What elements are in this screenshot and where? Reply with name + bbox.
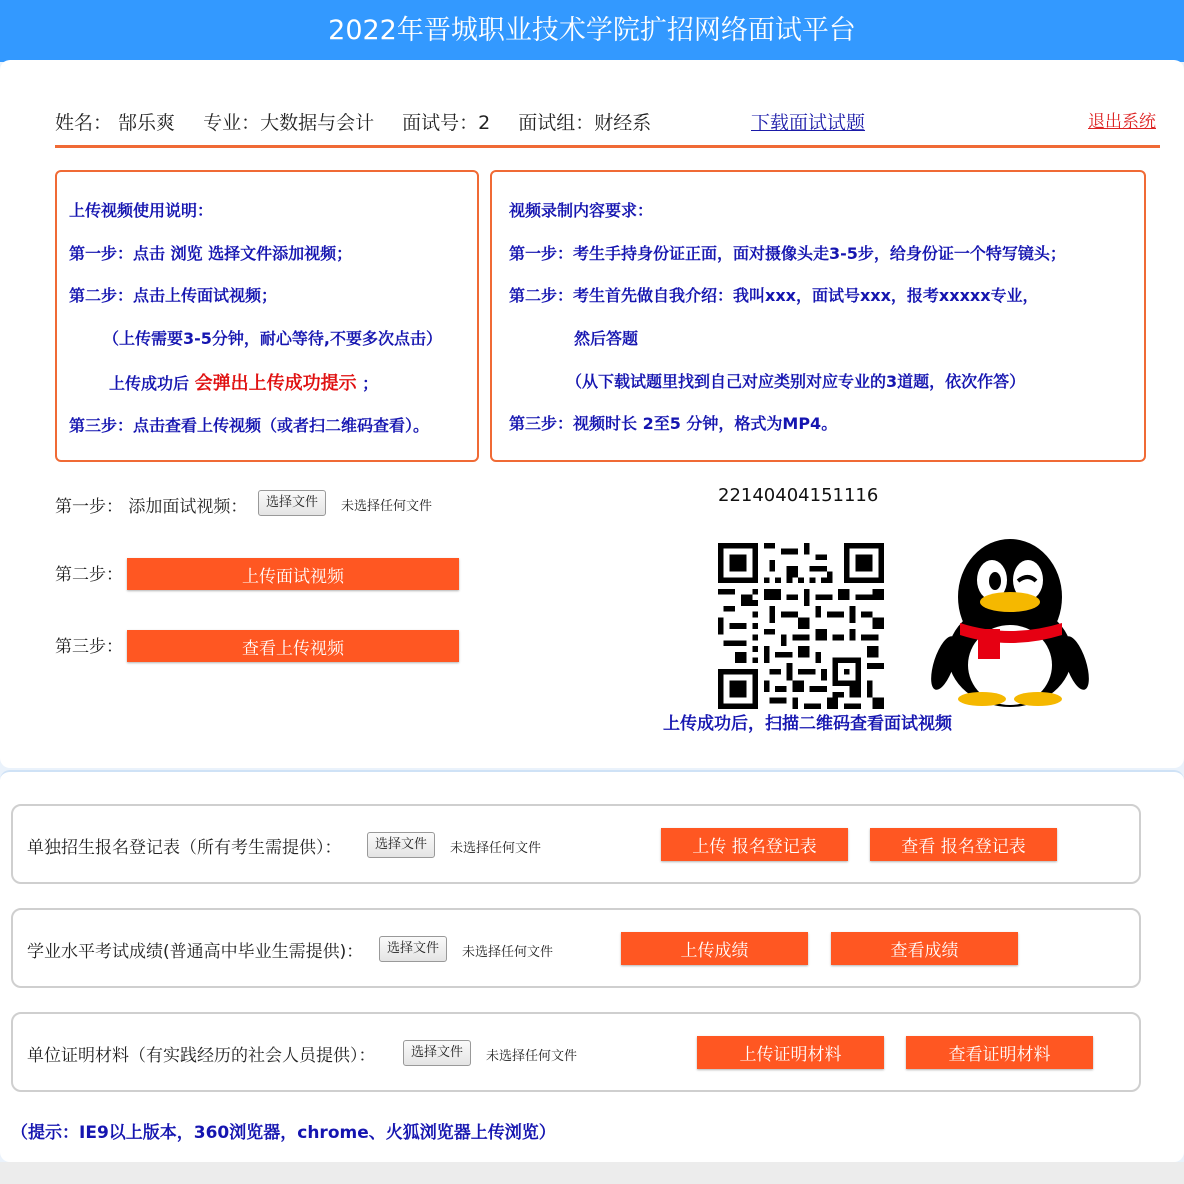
view-certificate-button[interactable]: 查看证明材料 [906, 1036, 1093, 1069]
candidate-name: 姓名： 郜乐爽 [55, 112, 176, 134]
video-file-button[interactable]: 选择文件 [258, 490, 326, 516]
browser-tip: （提示：IE9以上版本，360浏览器，chrome、火狐浏览器上传浏览） [11, 1123, 556, 1143]
recording-requirements-title: 视频录制内容要求： [509, 201, 654, 220]
certificate-file-status: 未选择任何文件 [486, 1049, 578, 1064]
qr-code-image[interactable] [718, 543, 884, 709]
recording-requirements-step2-cont: 然后答题 [574, 329, 639, 348]
divider [55, 145, 1160, 148]
view-video-button[interactable]: 查看上传视频 [127, 630, 459, 662]
certificate-file-button[interactable]: 选择文件 [403, 1040, 471, 1066]
registration-file-button[interactable]: 选择文件 [367, 832, 435, 858]
page-header: 2022年晋城职业技术学院扩招网络面试平台 [0, 0, 1184, 62]
upload-video-button[interactable]: 上传面试视频 [127, 558, 459, 590]
upload-scores-button[interactable]: 上传成绩 [621, 932, 808, 965]
recording-requirements-step2: 第二步：考生首先做自我介绍：我叫xxx，面试号xxx，报考xxxxx专业， [509, 286, 1039, 305]
recording-requirements-note: （从下载试题里找到自己对应类别对应专业的3道题，依次作答） [566, 372, 1026, 391]
view-scores-button[interactable]: 查看成绩 [831, 932, 1018, 965]
step3-label: 第三步： [55, 637, 123, 657]
candidate-info [55, 108, 673, 135]
candidate-group: 面试组：财经系 [518, 112, 652, 134]
upload-instructions-note: （上传需要3-5分钟，耐心等待,不要多次点击） [103, 329, 442, 348]
document-label: 单位证明材料（有实践经历的社会人员提供）： [27, 1046, 376, 1066]
upload-instructions-step1: 第一步：点击 浏览 选择文件添加视频； [69, 244, 353, 263]
candidate-interview-no: 面试号：2 [402, 112, 491, 134]
step1-label: 第一步： 添加面试视频： [55, 497, 248, 517]
view-registration-button[interactable]: 查看 报名登记表 [870, 828, 1057, 861]
logout-link[interactable]: 退出系统 [1088, 112, 1156, 132]
upload-instructions-step3: 第三步：点击查看上传视频（或者扫二维码查看）。 [69, 416, 430, 435]
download-questions-link[interactable]: 下载面试试题 [751, 112, 866, 134]
qq-penguin-icon [930, 535, 1090, 710]
recording-requirements-step1: 第一步：考生手持身份证正面，面对摄像头走3-5步，给身份证一个特写镜头； [509, 244, 1066, 263]
upload-instructions-title: 上传视频使用说明： [69, 201, 214, 220]
qr-caption: 上传成功后，扫描二维码查看面试视频 [663, 714, 952, 734]
upload-success-line [109, 369, 378, 395]
upload-registration-button[interactable]: 上传 报名登记表 [661, 828, 848, 861]
registration-file-status: 未选择任何文件 [450, 841, 542, 856]
document-label: 学业水平考试成绩(普通高中毕业生需提供)： [27, 942, 364, 962]
upload-instructions-step2: 第二步：点击上传面试视频； [69, 286, 278, 305]
document-label: 单独招生报名登记表（所有考生需提供）： [27, 838, 342, 858]
bottom-bar [0, 1162, 1184, 1184]
recording-requirements-step3: 第三步：视频时长 2至5 分钟，格式为MP4。 [509, 414, 838, 433]
scores-file-status: 未选择任何文件 [462, 945, 554, 960]
upload-success-suffix: ； [362, 374, 379, 393]
candidate-major: 专业：大数据与会计 [203, 112, 375, 134]
upload-certificate-button[interactable]: 上传证明材料 [697, 1036, 884, 1069]
video-file-status: 未选择任何文件 [341, 499, 433, 514]
step2-label: 第二步： [55, 565, 123, 585]
qr-code-number: 22140404151116 [718, 485, 879, 506]
upload-success-prefix: 上传成功后 [109, 374, 190, 393]
scores-file-button[interactable]: 选择文件 [379, 936, 447, 962]
upload-success-highlight: 会弹出上传成功提示 [194, 373, 357, 394]
